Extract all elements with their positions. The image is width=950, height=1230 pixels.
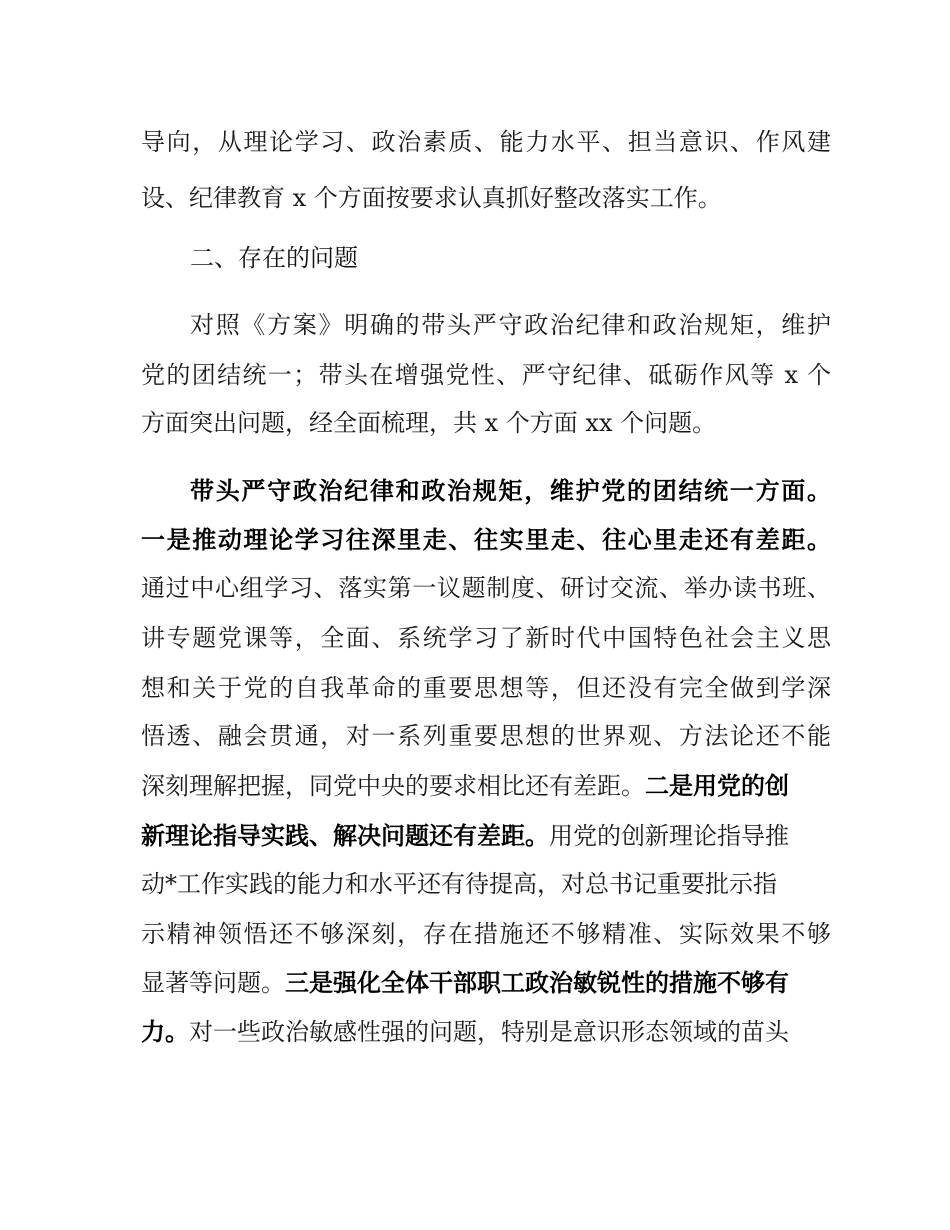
main-line-12-emphasis: 力。 [141,1018,189,1046]
intro-line-2: 设、纪律教育 x 个方面按要求认真抓好整改落实工作。 [141,184,722,212]
main-line-11-text: 显著等问题。 [141,969,285,997]
main-line-9: 动*工作实践的能力和水平还有待提高，对总书记重要批示指 [141,870,777,898]
compare-line-1: 对照《方案》明确的带头严守政治纪律和政治规矩，维护 [190,311,831,339]
main-line-11 [141,963,831,1003]
main-line-5: 想和关于党的自我革命的重要思想等，但还没有完全做到学深 [141,674,831,702]
main-line-12-text: 对一些政治敏感性强的问题，特别是意识形态领域的苗头 [189,1018,789,1046]
main-line-7-emphasis: 二是用党的创 [645,772,789,800]
main-line-3: 通过中心组学习、落实第一议题制度、研讨交流、举办读书班、 [141,574,831,602]
main-line-2: 一是推动理论学习往深里走、往实里走、往心里走还有差距。 [141,526,831,554]
main-line-8-text: 用党的创新理论指导推 [549,822,789,850]
main-line-6: 悟透、融会贯通，对一系列重要思想的世界观、方法论还不能 [141,722,831,750]
intro-line-1: 导向，从理论学习、政治素质、能力水平、担当意识、作风建 [141,128,831,156]
main-line-8-emphasis: 新理论指导实践、解决问题还有差距。 [141,822,549,850]
compare-line-2: 党的团结统一；带头在增强党性、严守纪律、砥砺作风等 x 个 [141,361,831,389]
main-line-10: 示精神领悟还不够深刻，存在措施还不够精准、实际效果不够 [141,920,831,948]
main-line-11-emphasis: 三是强化全体干部职工政治敏锐性的措施不够有 [285,969,789,997]
main-line-12 [141,1012,831,1052]
main-line-7-text: 深刻理解把握，同党中央的要求相比还有差距。 [141,772,645,800]
main-line-1: 带头严守政治纪律和政治规矩，维护党的团结统一方面。 [190,477,831,505]
main-line-7 [141,766,831,806]
main-line-8 [141,816,831,856]
section-heading: 二、存在的问题 [190,244,358,272]
main-line-4: 讲专题党课等，全面、系统学习了新时代中国特色社会主义思 [141,624,831,652]
compare-line-3: 方面突出问题，经全面梳理，共 x 个方面 xx 个问题。 [141,409,717,437]
